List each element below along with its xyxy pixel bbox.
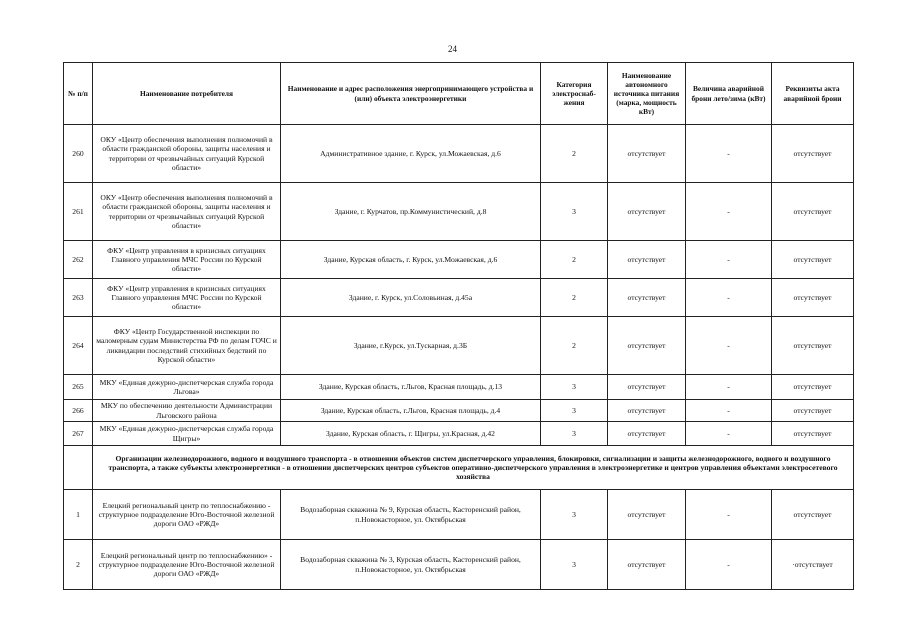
cell-address: Водозаборная скважина № 9, Курская область, Касторенский район, п.Новокасторное, ул. Октябрьская: [281, 490, 541, 540]
cell-reserve: -: [686, 490, 772, 540]
cell-category: 3: [541, 400, 608, 422]
table-row: [64, 241, 854, 279]
cell-act: отсутствует: [772, 279, 854, 317]
table-row: [64, 540, 854, 590]
cell-reserve: -: [686, 125, 772, 183]
cell-reserve: -: [686, 183, 772, 241]
cell-category: 3: [541, 490, 608, 540]
cell-address: Здание, Курская область, г. Курск, ул.Можаевская, д.6: [281, 241, 541, 279]
section-heading-row: [64, 446, 854, 490]
cell-act: ·отсутствует: [772, 540, 854, 590]
table-header-row: [64, 63, 854, 125]
table-row: [64, 183, 854, 241]
table-row: [64, 400, 854, 422]
cell-act: отсутствует: [772, 183, 854, 241]
header-consumer: Наименование потребителя: [93, 63, 281, 125]
cell-category: 3: [541, 422, 608, 446]
cell-category: 2: [541, 241, 608, 279]
cell-consumer: МКУ «Единая дежурно-диспетчерская служба города Щигры»: [93, 422, 281, 446]
cell-consumer: ФКУ «Центр Государственной инспекции по маломерным судам Министерства РФ по делам ГОЧС и ликвидации последствий стихийных бедствий по Курской области»: [93, 317, 281, 375]
cell-no: 262: [64, 241, 93, 279]
section-heading: Организации железнодорожного, водного и воздушного транспорта - в отношении объектов систем диспетчерского управления, блокировки, сигнализации и защиты железнодорожного, водного и воздушного транспорта, а также субъекты электроэнергетики - в отношении диспетчерских центров субъектов оперативно-диспетчерского управления в электроэнергетике и центров управления объектами электросетевого хозяйства: [93, 446, 854, 490]
cell-consumer: Елецкий региональный центр по теплоснабжению» - структурное подразделение Юго-Восточной железной дороги ОАО «РЖД»: [93, 540, 281, 590]
cell-act: отсутствует: [772, 490, 854, 540]
cell-no: 2: [64, 540, 93, 590]
cell-no: 265: [64, 375, 93, 400]
cell-address: Административное здание, г. Курск, ул.Можаевская, д.6: [281, 125, 541, 183]
header-category: Категория электроснаб-жения: [541, 63, 608, 125]
cell-address: Здание, г.Курск, ул.Тускарная, д.3Б: [281, 317, 541, 375]
cell-reserve: -: [686, 241, 772, 279]
cell-reserve: -: [686, 400, 772, 422]
cell-reserve: -: [686, 375, 772, 400]
header-address: Наименование и адрес расположения энергопринимающего устройства и (или) объекта электроэнергетики: [281, 63, 541, 125]
cell-no: 1: [64, 490, 93, 540]
cell-no: 260: [64, 125, 93, 183]
header-no: № п/п: [64, 63, 93, 125]
table-row: [64, 125, 854, 183]
cell-consumer: ОКУ «Центр обеспечения выполнения полномочий в области гражданской обороны, защиты населения и территории от чрезвычайных ситуаций Курской области»: [93, 183, 281, 241]
cell-act: отсутствует: [772, 317, 854, 375]
table-row: [64, 279, 854, 317]
cell-consumer: ОКУ «Центр обеспечения выполнения полномочий в области гражданской обороны, защиты населения и территории от чрезвычайных ситуаций Курской области»: [93, 125, 281, 183]
cell-category: 3: [541, 183, 608, 241]
cell-source: отсутствует: [608, 540, 686, 590]
cell-source: отсутствует: [608, 375, 686, 400]
cell-act: отсутствует: [772, 400, 854, 422]
header-reserve: Величина аварийной брони лето/зима (кВт): [686, 63, 772, 125]
cell-source: отсутствует: [608, 183, 686, 241]
cell-source: отсутствует: [608, 125, 686, 183]
cell-source: отсутствует: [608, 422, 686, 446]
header-act: Реквизиты акта аварийной брони: [772, 63, 854, 125]
cell-source: отсутствует: [608, 317, 686, 375]
cell-reserve: -: [686, 317, 772, 375]
table-row: [64, 317, 854, 375]
cell-address: Здание, Курская область, г.Льгов, Красная площадь, д.4: [281, 400, 541, 422]
cell-address: Здание, Курская область, г.Льгов, Красная площадь, д.13: [281, 375, 541, 400]
cell-no: 266: [64, 400, 93, 422]
cell-reserve: -: [686, 422, 772, 446]
cell-consumer: МКУ по обеспечению деятельности Администрации Льговского района: [93, 400, 281, 422]
reserve-table: [63, 62, 854, 590]
cell-address: Здание, г. Курчатов, пр.Коммунистический, д.8: [281, 183, 541, 241]
cell-no: 263: [64, 279, 93, 317]
table-row: [64, 422, 854, 446]
cell-reserve: -: [686, 540, 772, 590]
cell-consumer: МКУ «Единая дежурно-диспетчерская служба города Льгова»: [93, 375, 281, 400]
cell-source: отсутствует: [608, 241, 686, 279]
cell-act: отсутствует: [772, 125, 854, 183]
cell-category: 3: [541, 540, 608, 590]
cell-no: 261: [64, 183, 93, 241]
cell-address: Водозаборная скважина № 3, Курская область, Касторенский район, п.Новокасторное, ул. Октябрьская: [281, 540, 541, 590]
cell-address: Здание, г. Курск, ул.Соловьиная, д.45а: [281, 279, 541, 317]
cell-consumer: ФКУ «Центр управления в кризисных ситуациях Главного управления МЧС России по Курской области»: [93, 279, 281, 317]
cell-consumer: ФКУ «Центр управления в кризисных ситуациях Главного управления МЧС России по Курской области»: [93, 241, 281, 279]
cell-source: отсутствует: [608, 279, 686, 317]
cell-reserve: -: [686, 279, 772, 317]
cell-address: Здание, Курская область, г. Щигры, ул.Красная, д.42: [281, 422, 541, 446]
section-no-cell: [64, 446, 93, 490]
page-number: 24: [448, 44, 457, 54]
cell-no: 264: [64, 317, 93, 375]
cell-act: отсутствует: [772, 241, 854, 279]
cell-consumer: Елецкий региональный центр по теплоснабжению - структурное подразделение Юго-Восточной железной дороги ОАО «РЖД»: [93, 490, 281, 540]
cell-category: 2: [541, 279, 608, 317]
cell-act: отсутствует: [772, 375, 854, 400]
table-row: [64, 490, 854, 540]
cell-act: отсутствует: [772, 422, 854, 446]
cell-no: 267: [64, 422, 93, 446]
cell-category: 3: [541, 375, 608, 400]
table-row: [64, 375, 854, 400]
cell-category: 2: [541, 317, 608, 375]
header-source: Наименование автономного источника питания (марка, мощность кВт): [608, 63, 686, 125]
cell-category: 2: [541, 125, 608, 183]
cell-source: отсутствует: [608, 400, 686, 422]
cell-source: отсутствует: [608, 490, 686, 540]
